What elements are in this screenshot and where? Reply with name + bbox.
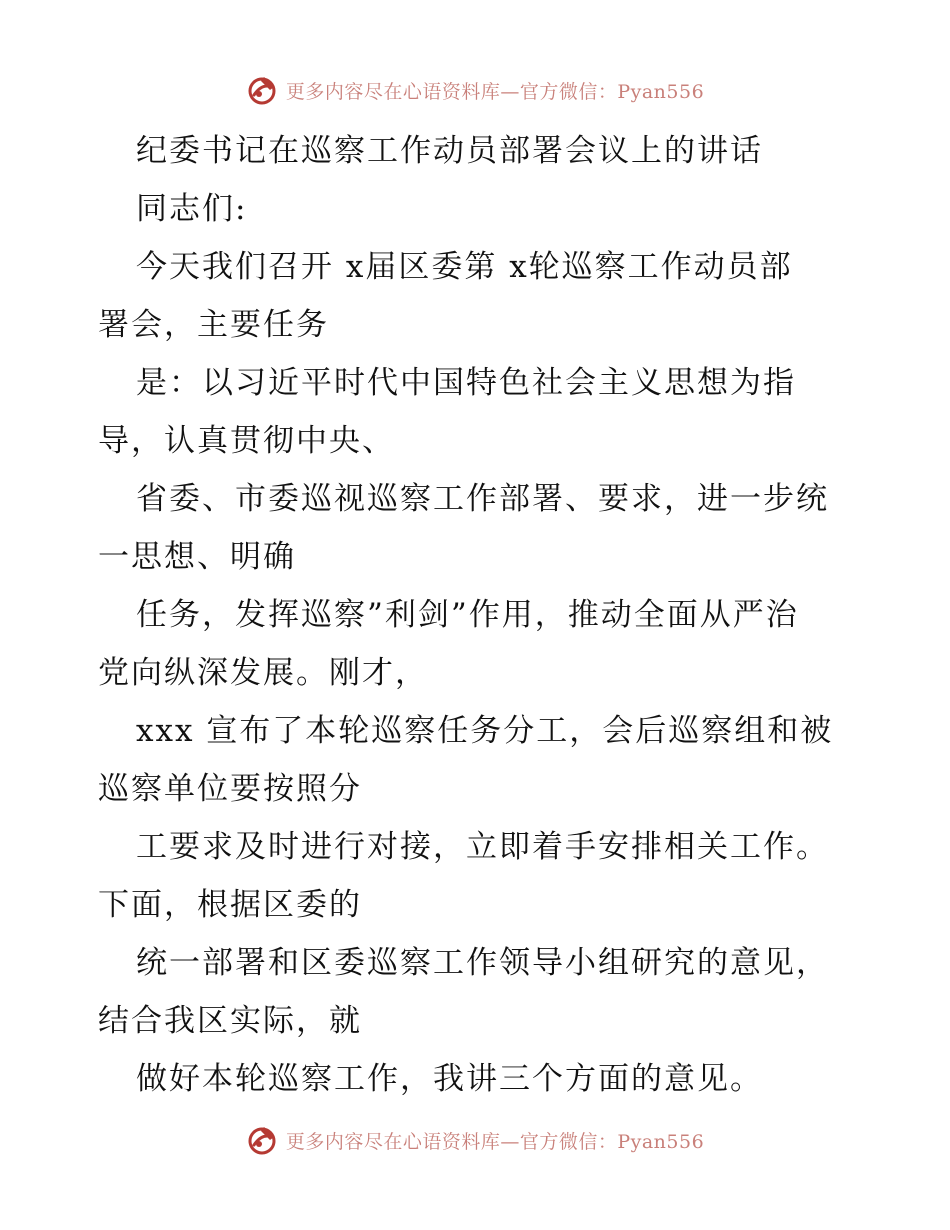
footer-watermark-text: 更多内容尽在心语资料库—官方微信：Pyan556 — [285, 1130, 705, 1153]
paragraph-line: 党向纵深发展。刚才， — [98, 655, 428, 691]
paragraph-line: 是：以习近平时代中国特色社会主义思想为指 — [136, 365, 796, 401]
paragraph-line: 做好本轮巡察工作，我讲三个方面的意见。 — [136, 1061, 763, 1097]
document-title: 纪委书记在巡察工作动员部署会议上的讲话 — [136, 133, 763, 169]
paragraph-line: 同志们: — [136, 191, 248, 227]
paragraph-line: 巡察单位要按照分 — [98, 771, 362, 807]
paragraph-line: 下面，根据区委的 — [98, 887, 362, 923]
paragraph-line: 工要求及时进行对接，立即着手安排相关工作。 — [136, 829, 829, 865]
header-watermark-text: 更多内容尽在心语资料库—官方微信：Pyan556 — [285, 80, 705, 103]
paragraph-line: 结合我区实际，就 — [98, 1003, 362, 1039]
header-watermark — [0, 70, 950, 110]
paragraph-line: 今天我们召开 x届区委第 x轮巡察工作动员部 — [136, 249, 793, 285]
paragraph-line: xxx 宣布了本轮巡察任务分工，会后巡察组和被 — [136, 713, 834, 749]
footer-watermark — [0, 1120, 950, 1160]
paragraph-line: 一思想、明确 — [98, 539, 296, 575]
paragraph-line: 导，认真贯彻中央、 — [98, 423, 395, 459]
paragraph-line: 署会，主要任务 — [98, 307, 329, 343]
red-pen-swirl-logo-icon — [246, 73, 280, 107]
paragraph-line: 省委、市委巡视巡察工作部署、要求，进一步统 — [136, 481, 829, 517]
paragraph-line: 统一部署和区委巡察工作领导小组研究的意见， — [136, 945, 829, 981]
document-body — [98, 122, 858, 1108]
paragraph-line: 任务，发挥巡察”利剑”作用，推动全面从严治 — [136, 597, 799, 633]
red-pen-swirl-logo-icon — [246, 1123, 280, 1157]
